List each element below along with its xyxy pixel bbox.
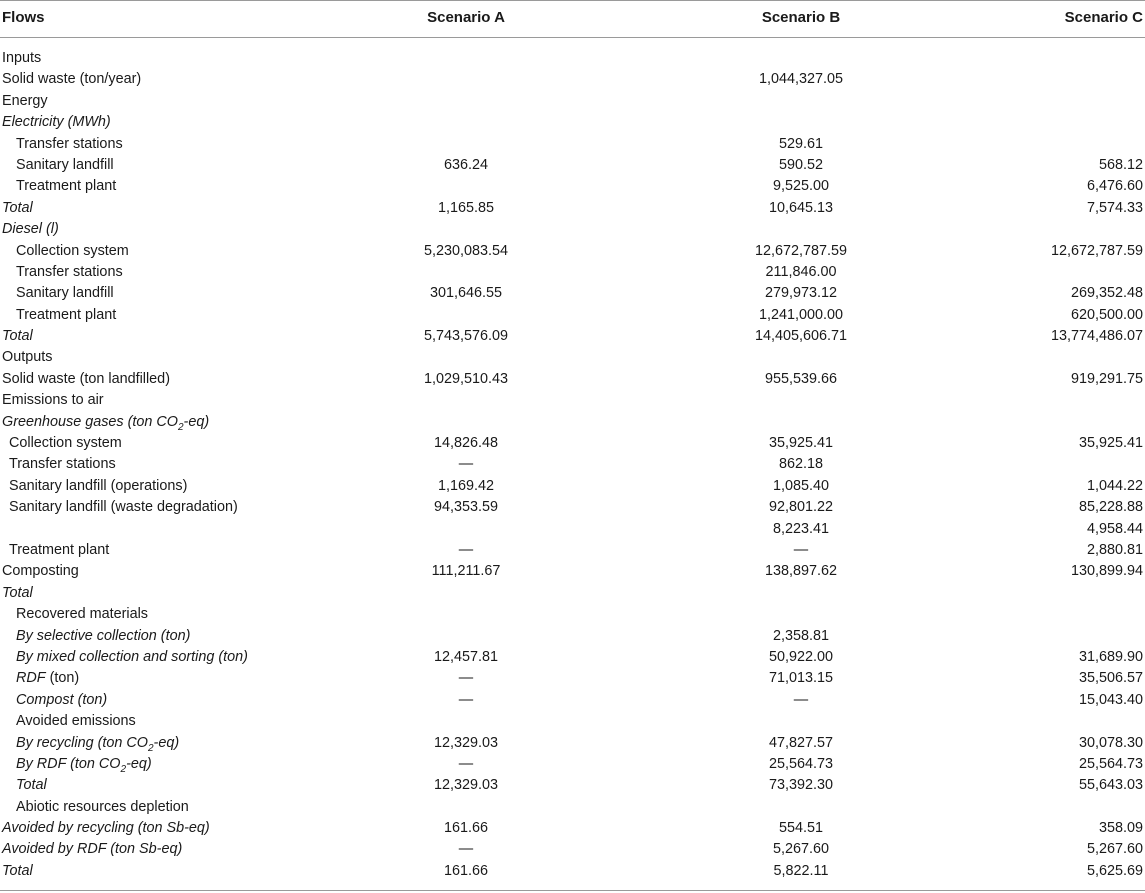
cell-scenario-b: 862.18 [778, 456, 824, 473]
cell-scenario-b: 12,672,787.59 [754, 242, 848, 259]
table-row [0, 540, 1145, 561]
table-row [0, 497, 1145, 518]
row-label: Emissions to air [2, 392, 104, 409]
cell-scenario-a: 1,029,510.43 [423, 370, 509, 387]
cell-scenario-c: 35,925.41 [1078, 435, 1143, 452]
row-label: Collection system [16, 242, 129, 259]
cell-scenario-a: 111,211.67 [431, 563, 501, 580]
cell-scenario-b: 92,801.22 [768, 499, 834, 516]
row-label: Solid waste (ton landfilled) [2, 370, 170, 387]
row-label: Treatment plant [16, 306, 117, 323]
cell-scenario-a: 5,743,576.09 [423, 328, 509, 345]
cell-scenario-a: — [458, 755, 474, 772]
cell-scenario-a: 636.24 [443, 156, 489, 173]
row-label: Electricity (MWh) [2, 114, 111, 131]
cell-scenario-b: 5,267.60 [772, 841, 830, 858]
row-label: Sanitary landfill [16, 156, 114, 173]
row-label: Total [2, 199, 33, 216]
cell-scenario-c: 358.09 [1098, 820, 1143, 837]
row-label-text: (ton Sb-eq) [133, 820, 210, 837]
row-label: Sanitary landfill (waste degradation) [9, 499, 238, 516]
table-row [0, 797, 1145, 818]
cell-scenario-b: 138,897.62 [764, 563, 838, 580]
cell-scenario-c: 620,500.00 [1070, 306, 1143, 323]
table-row [0, 818, 1145, 839]
row-label: Transfer stations [16, 135, 123, 152]
table-row [0, 262, 1145, 283]
table-row [0, 69, 1145, 90]
table-row [0, 219, 1145, 240]
cell-scenario-b: 5,822.11 [773, 862, 829, 879]
table-row [0, 283, 1145, 304]
row-label: Total [2, 328, 33, 345]
table-row [0, 690, 1145, 711]
cell-scenario-b: 9,525.00 [772, 178, 830, 195]
row-label: Total [2, 584, 33, 601]
row-label: Inputs [2, 50, 42, 66]
table-row [0, 412, 1145, 433]
row-label-text: (ton CO [66, 755, 121, 772]
table-row [0, 155, 1145, 176]
header-flows: Flows [2, 9, 45, 26]
table-row [0, 326, 1145, 347]
table-row [0, 176, 1145, 197]
row-label-text: Avoided by RDF [2, 841, 107, 858]
cell-scenario-c: 1,044.22 [1086, 477, 1143, 494]
row-label: Total [2, 862, 33, 879]
table-bottom-rule [0, 890, 1145, 891]
cell-scenario-b: 50,922.00 [768, 648, 834, 665]
table-row [0, 711, 1145, 732]
table-row [0, 347, 1145, 368]
cell-scenario-c: 15,043.40 [1078, 691, 1143, 708]
row-label: Solid waste (ton/year) [2, 71, 142, 88]
row-label: Avoided emissions [16, 713, 136, 730]
table-row [0, 647, 1145, 668]
table-row [0, 390, 1145, 411]
cell-scenario-c: 25,564.73 [1078, 755, 1143, 772]
table-row [0, 561, 1145, 582]
cell-scenario-b: 10,645.13 [768, 199, 834, 216]
cell-scenario-b: 2,358.81 [772, 627, 830, 644]
row-label: Collection system [9, 435, 122, 452]
row-label [16, 626, 190, 647]
row-label [2, 412, 209, 433]
cell-scenario-b: 1,085.40 [772, 477, 830, 494]
cell-scenario-c: 568.12 [1098, 156, 1143, 173]
cell-scenario-b: 590.52 [778, 156, 824, 173]
cell-scenario-b: 955,539.66 [764, 370, 838, 387]
row-label-text: (ton Sb-eq) [106, 841, 183, 858]
cell-scenario-b: — [793, 541, 809, 558]
cell-scenario-a: 161.66 [443, 862, 489, 879]
row-label: Energy [2, 92, 48, 109]
row-label-text: By recycling [16, 734, 94, 751]
table-row [0, 626, 1145, 647]
table-row [0, 134, 1145, 155]
row-label-text: (ton) [156, 627, 191, 644]
table-row [0, 604, 1145, 625]
row-label-subscript: 2 [147, 742, 154, 754]
row-label: Abiotic resources depletion [16, 798, 189, 815]
row-label [16, 668, 79, 689]
cell-scenario-a: 5,230,083.54 [423, 242, 509, 259]
row-label-text: RDF [16, 670, 46, 687]
table-row [0, 476, 1145, 497]
table-row [0, 519, 1145, 540]
row-label: Sanitary landfill (operations) [9, 477, 188, 494]
cell-scenario-a: — [458, 841, 474, 858]
cell-scenario-c: 4,958.44 [1086, 520, 1143, 537]
cell-scenario-c: 5,625.69 [1086, 862, 1143, 879]
row-label [16, 690, 107, 711]
row-label [16, 647, 248, 668]
table-header [0, 0, 1145, 37]
cell-scenario-c: 12,672,787.59 [1050, 242, 1143, 259]
cell-scenario-c: 919,291.75 [1070, 370, 1143, 387]
cell-scenario-a: 12,457.81 [433, 648, 499, 665]
cell-scenario-b: — [793, 691, 809, 708]
table-row [0, 754, 1145, 775]
row-label: Sanitary landfill [16, 285, 114, 302]
table-row [0, 91, 1145, 112]
table-row [0, 583, 1145, 604]
cell-scenario-c: 269,352.48 [1070, 285, 1143, 302]
cell-scenario-a: — [458, 691, 474, 708]
table-row [0, 668, 1145, 689]
cell-scenario-c: 30,078.30 [1078, 734, 1143, 751]
cell-scenario-b: 14,405,606.71 [754, 328, 848, 345]
row-label: Recovered materials [16, 606, 148, 623]
table-row [0, 775, 1145, 796]
cell-scenario-c: 130,899.94 [1070, 563, 1143, 580]
cell-scenario-a: 12,329.03 [433, 777, 499, 794]
table-row [0, 839, 1145, 860]
table-row [0, 454, 1145, 475]
cell-scenario-a: 301,646.55 [429, 285, 503, 302]
cell-scenario-c: 31,689.90 [1078, 648, 1143, 665]
cell-scenario-a: 12,329.03 [433, 734, 499, 751]
cell-scenario-a: 94,353.59 [433, 499, 499, 516]
table-body [0, 48, 1145, 882]
cell-scenario-a: — [458, 670, 474, 687]
row-label [2, 839, 182, 860]
row-label-subscript: 2 [177, 421, 184, 433]
cell-scenario-b: 1,241,000.00 [758, 306, 844, 323]
cell-scenario-a: 161.66 [443, 820, 489, 837]
row-label-text: (ton) [73, 691, 108, 708]
cell-scenario-b: 279,973.12 [764, 285, 838, 302]
table-row [0, 369, 1145, 390]
cell-scenario-a: 14,826.48 [433, 435, 499, 452]
cell-scenario-c: 6,476.60 [1086, 178, 1143, 195]
cell-scenario-c: 2,880.81 [1086, 541, 1143, 558]
table-row [0, 48, 1145, 69]
row-label: Composting [2, 563, 79, 580]
table-row [0, 198, 1145, 219]
table-row [0, 241, 1145, 262]
row-label: Transfer stations [9, 456, 116, 473]
cell-scenario-b: 35,925.41 [768, 435, 834, 452]
table-row [0, 112, 1145, 133]
row-label-text: (ton CO [93, 734, 148, 751]
cell-scenario-a: — [458, 456, 474, 473]
cell-scenario-c: 85,228.88 [1078, 499, 1143, 516]
header-scenario-c: Scenario C [1064, 9, 1143, 26]
cell-scenario-c: 35,506.57 [1078, 670, 1143, 687]
cell-scenario-b: 71,013.15 [768, 670, 834, 687]
table-row [0, 733, 1145, 754]
table-row [0, 305, 1145, 326]
row-label: Total [16, 777, 47, 794]
row-label-text: Avoided by recycling [2, 820, 134, 837]
cell-scenario-a: 1,169.42 [437, 477, 495, 494]
cell-scenario-a: — [458, 541, 474, 558]
cell-scenario-b: 25,564.73 [768, 755, 834, 772]
row-label: Treatment plant [16, 178, 117, 195]
cell-scenario-b: 8,223.41 [772, 520, 830, 537]
header-scenario-b: Scenario B [761, 9, 841, 26]
cell-scenario-c: 13,774,486.07 [1050, 328, 1143, 345]
cell-scenario-c: 55,643.03 [1078, 777, 1143, 794]
row-label: Transfer stations [16, 263, 123, 280]
table-row [0, 861, 1145, 882]
cell-scenario-b: 211,846.00 [765, 263, 837, 280]
row-label-text: -eq) [126, 755, 152, 772]
row-label-text: By selective collection [16, 627, 157, 644]
cell-scenario-c: 5,267.60 [1086, 841, 1143, 858]
cell-scenario-c: 7,574.33 [1086, 199, 1143, 216]
row-label-text: -eq) [153, 734, 180, 751]
row-label: Treatment plant [9, 541, 110, 558]
row-label-text: Greenhouse gases (ton CO [2, 413, 178, 430]
cell-scenario-b: 73,392.30 [768, 777, 834, 794]
row-label-text: By mixed collection and sorting [16, 648, 215, 665]
cell-scenario-b: 529.61 [778, 135, 824, 152]
header-scenario-a: Scenario A [427, 9, 505, 26]
row-label-text: By RDF [16, 755, 67, 772]
row-label-text: Compost [16, 691, 74, 708]
row-label [16, 733, 179, 754]
cell-scenario-b: 47,827.57 [768, 734, 834, 751]
row-label-text: -eq) [183, 413, 210, 430]
cell-scenario-a: 1,165.85 [437, 199, 495, 216]
row-label-text: (ton) [214, 648, 248, 665]
row-label: Diesel (l) [2, 221, 59, 238]
cell-scenario-b: 1,044,327.05 [758, 71, 844, 88]
row-label: Outputs [2, 349, 53, 366]
row-label [16, 754, 152, 775]
row-label [2, 818, 210, 839]
row-label-text: (ton) [45, 670, 80, 687]
table-row [0, 433, 1145, 454]
cell-scenario-b: 554.51 [778, 820, 824, 837]
row-label-subscript: 2 [120, 763, 127, 775]
table-header-rule [0, 37, 1145, 38]
